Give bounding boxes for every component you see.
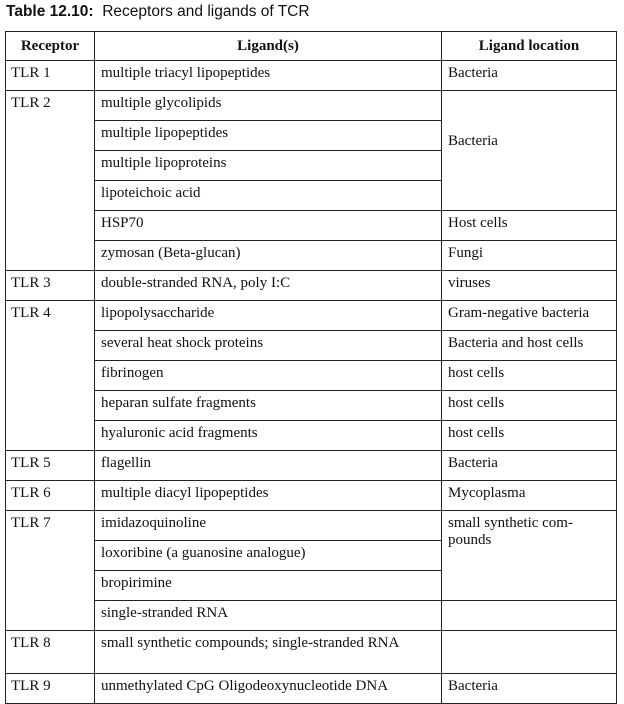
table-row <box>6 421 617 451</box>
receptor-cell: TLR 7 <box>6 511 95 631</box>
ligand-cell: lipoteichoic acid <box>95 181 442 211</box>
receptor-cell: TLR 1 <box>6 61 95 91</box>
location-cell <box>442 511 617 601</box>
ligand-cell: zymosan (Beta-glucan) <box>95 241 442 271</box>
ligand-cell: fibrinogen <box>95 361 442 391</box>
location-cell: Mycoplasma <box>442 481 617 511</box>
location-cell: Bacteria <box>442 674 617 704</box>
ligand-cell: multiple glycolipids <box>95 91 442 121</box>
ligand-cell: unmethylated CpG Oligodeoxynucleotide DNA <box>95 674 442 704</box>
table-row <box>6 331 617 361</box>
header-receptor: Receptor <box>6 32 95 61</box>
table-row <box>6 511 617 541</box>
ligand-cell: bropirimine <box>95 571 442 601</box>
location-cell: Bacteria and host cells <box>442 331 617 361</box>
table-row <box>6 91 617 121</box>
receptor-cell: TLR 8 <box>6 631 95 674</box>
ligand-cell <box>95 631 442 674</box>
table-row <box>6 451 617 481</box>
location-cell: Bacteria <box>442 61 617 91</box>
table-caption <box>6 3 310 21</box>
table-row <box>6 211 617 241</box>
location-cell: Gram-negative bacteria <box>442 301 617 331</box>
ligand-cell: double-stranded RNA, poly I:C <box>95 271 442 301</box>
ligand-cell: HSP70 <box>95 211 442 241</box>
location-cell: viruses <box>442 271 617 301</box>
receptor-cell: TLR 9 <box>6 674 95 704</box>
receptor-cell: TLR 4 <box>6 301 95 451</box>
ligand-cell: several heat shock proteins <box>95 331 442 361</box>
table-number: Table 12.10: <box>6 3 94 20</box>
header-ligand: Ligand(s) <box>95 32 442 61</box>
ligand-cell: multiple lipoproteins <box>95 151 442 181</box>
location-cell: Bacteria <box>442 451 617 481</box>
ligand-cell: loxoribine (a guanosine analogue) <box>95 541 442 571</box>
receptor-cell: TLR 5 <box>6 451 95 481</box>
table-row <box>6 241 617 271</box>
ligand-cell: multiple lipopeptides <box>95 121 442 151</box>
receptor-cell: TLR 3 <box>6 271 95 301</box>
table-title: Receptors and ligands of TCR <box>102 3 310 20</box>
table-row <box>6 674 617 704</box>
table-row <box>6 391 617 421</box>
location-cell: host cells <box>442 421 617 451</box>
table-row <box>6 361 617 391</box>
table-row <box>6 271 617 301</box>
table-row <box>6 481 617 511</box>
location-cell: Bacteria <box>442 91 617 211</box>
table-row <box>6 61 617 91</box>
location-cell: Host cells <box>442 211 617 241</box>
table-row <box>6 301 617 331</box>
ligand-text: small synthetic compounds; single-stranded RNA <box>101 635 400 651</box>
receptor-ligand-table <box>5 31 617 704</box>
location-text: small synthetic com-pounds <box>448 515 573 548</box>
receptor-cell: TLR 2 <box>6 91 95 271</box>
location-cell: Fungi <box>442 241 617 271</box>
location-cell-empty <box>442 601 617 631</box>
ligand-cell: heparan sulfate fragments <box>95 391 442 421</box>
location-cell: host cells <box>442 361 617 391</box>
header-row <box>6 32 617 61</box>
location-cell: host cells <box>442 391 617 421</box>
ligand-cell: multiple triacyl lipopeptides <box>95 61 442 91</box>
header-location: Ligand location <box>442 32 617 61</box>
ligand-cell: single-stranded RNA <box>95 601 442 631</box>
location-cell-empty <box>442 631 617 674</box>
ligand-cell: imidazoquinoline <box>95 511 442 541</box>
ligand-cell: multiple diacyl lipopeptides <box>95 481 442 511</box>
ligand-cell: flagellin <box>95 451 442 481</box>
table-row <box>6 601 617 631</box>
ligand-cell: lipopolysaccharide <box>95 301 442 331</box>
receptor-cell: TLR 6 <box>6 481 95 511</box>
table-row <box>6 631 617 674</box>
ligand-cell: hyaluronic acid fragments <box>95 421 442 451</box>
